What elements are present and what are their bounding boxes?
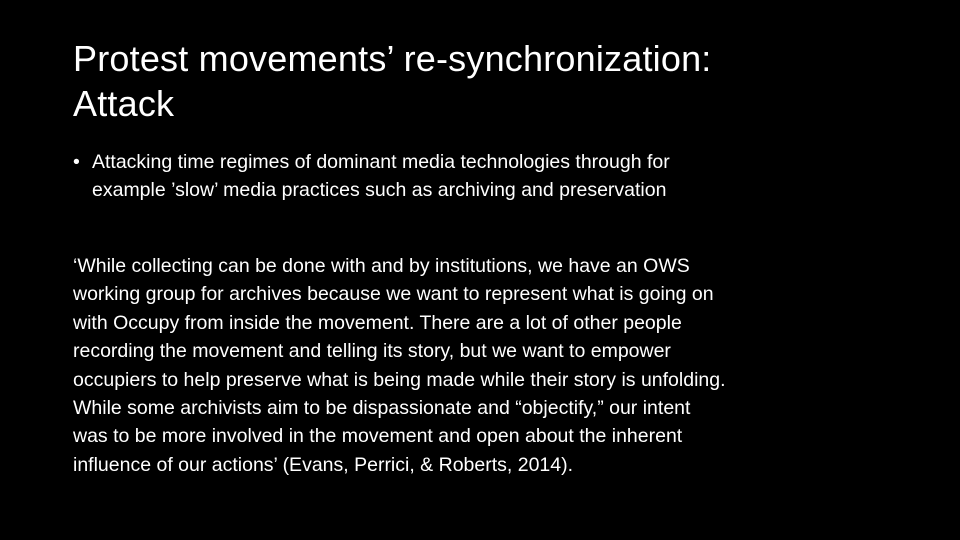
bullet-marker-icon: • xyxy=(73,151,80,173)
quote-line: occupiers to help preserve what is being made while their story is unfolding. xyxy=(73,368,726,391)
quote-line: recording the movement and telling its story, but we want to empower xyxy=(73,340,671,363)
bullet-text-line: Attacking time regimes of dominant media technologies through for xyxy=(92,151,670,173)
slide-title-line: Attack xyxy=(73,83,175,124)
bullet-text-line: example ’slow’ media practices such as archiving and preservation xyxy=(92,179,667,201)
quote-paragraph xyxy=(73,252,933,479)
slide-title xyxy=(73,36,893,126)
quote-line: While some archivists aim to be dispassionate and “objectify,” our intent xyxy=(73,397,691,420)
quote-line: with Occupy from inside the movement. There are a lot of other people xyxy=(73,311,682,334)
quote-line: influence of our actions’ (Evans, Perrici, & Roberts, 2014). xyxy=(73,453,574,476)
quote-line: ‘While collecting can be done with and by institutions, we have an OWS xyxy=(73,255,690,277)
bullet-list xyxy=(73,148,933,204)
quote-line: working group for archives because we want to represent what is going on xyxy=(73,283,714,306)
quote-line: was to be more involved in the movement and open about the inherent xyxy=(73,425,683,448)
slide-title-line: Protest movements’ re-synchronization: xyxy=(73,38,712,79)
bullet-item xyxy=(73,148,933,204)
